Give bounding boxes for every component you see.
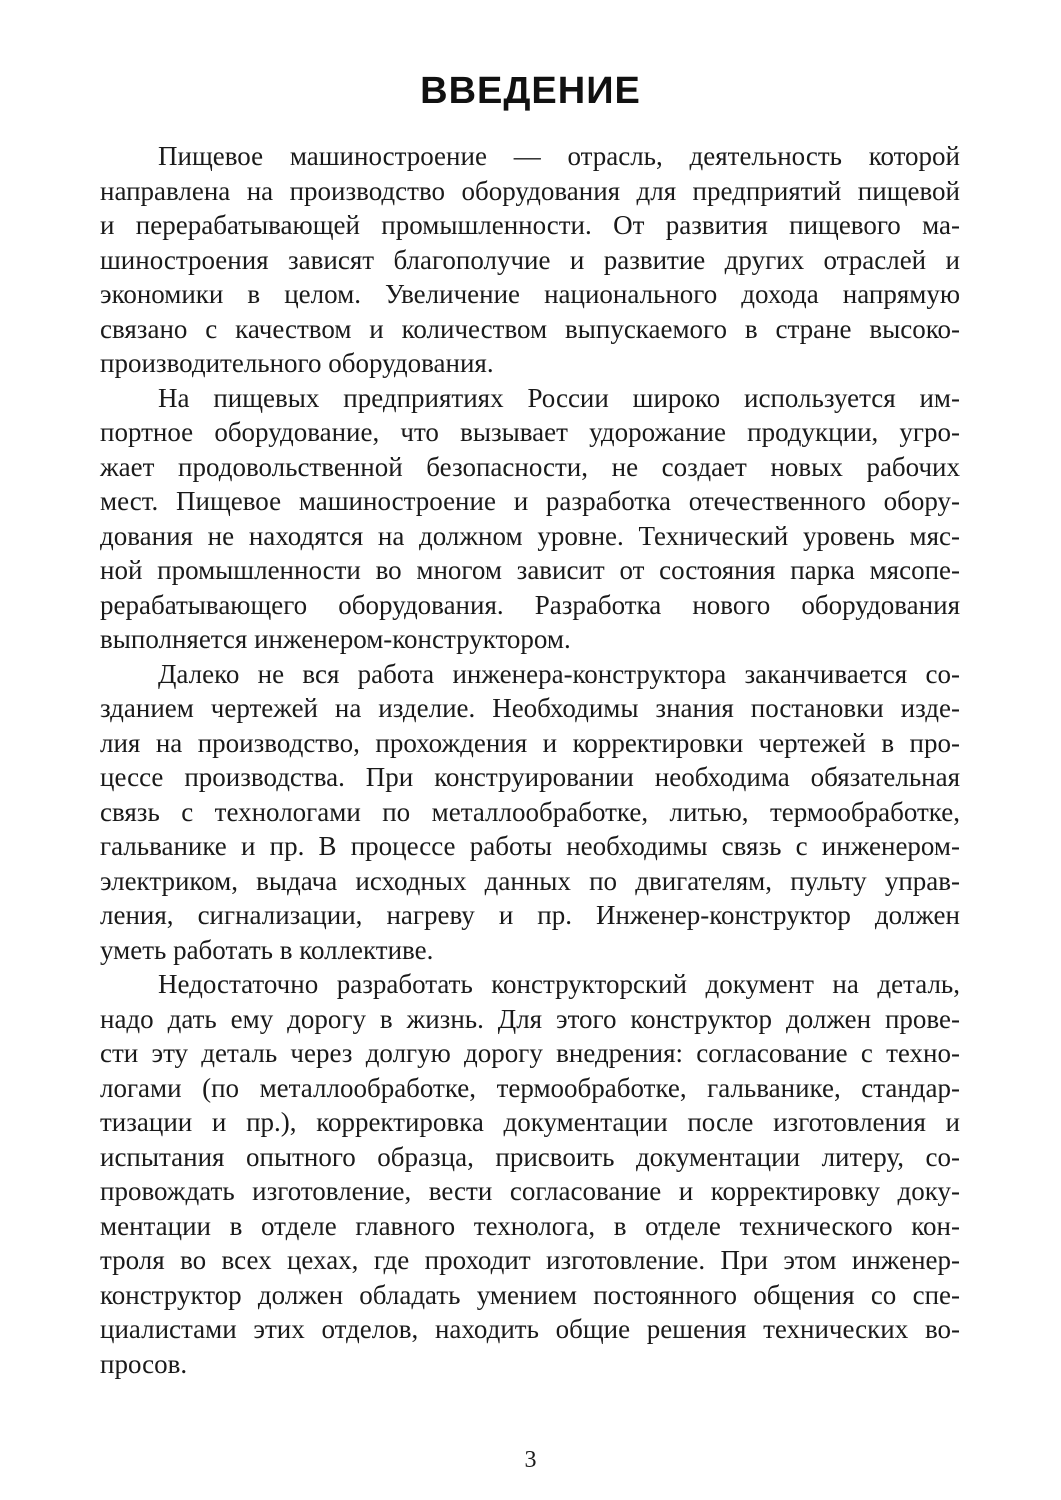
text-line: сти эту деталь через долгую дорогу внедрения: согласование с техно- xyxy=(100,1038,960,1068)
text-line: связь с технологами по металлообработке, литью, термообработке, xyxy=(100,796,960,827)
text-line: Далеко не вся работа инженера-конструктора заканчивается со- xyxy=(158,658,960,689)
text-line: зданием чертежей на изделие. Необходимы знания постановки изде- xyxy=(100,693,960,723)
text-line: Недостаточно разработать конструкторский документ на деталь, xyxy=(158,969,960,999)
text-line: рерабатывающего оборудования. Разработка нового оборудования xyxy=(100,589,960,620)
body-text xyxy=(100,139,960,1381)
page-title: ВВЕДЕНИЕ xyxy=(420,70,641,112)
paragraph-1 xyxy=(100,139,960,381)
text-line: ления, сигнализации, нагреву и пр. Инженер-конструктор должен xyxy=(100,900,960,930)
text-line: тизации и пр.), корректировка документации после изготовления и xyxy=(100,1107,960,1137)
text-line: уметь работать в коллективе. xyxy=(100,934,434,965)
text-line: циалистами этих отделов, находить общие решения технических во- xyxy=(100,1314,960,1344)
text-line: просов. xyxy=(100,1348,188,1379)
text-line: логами (по металлообработке, термообработке, гальванике, стандар- xyxy=(100,1072,960,1103)
paragraph-3 xyxy=(100,657,960,968)
text-line: производительного оборудования. xyxy=(100,348,494,378)
text-line: На пищевых предприятиях России широко используется им- xyxy=(158,382,960,413)
text-line: портное оборудование, что вызывает удорожание продукции, угро- xyxy=(100,417,960,447)
text-line: и перерабатывающей промышленности. От развития пищевого ма- xyxy=(100,210,960,240)
text-line: провождать изготовление, вести согласование и корректировку доку- xyxy=(100,1176,960,1206)
text-line: жает продовольственной безопасности, не создает новых рабочих xyxy=(100,451,960,482)
text-line: выполняется инженером-конструктором. xyxy=(100,624,571,654)
text-line: лия на производство, прохождения и корректировки чертежей в про- xyxy=(100,727,960,758)
text-line: электриком, выдача исходных данных по двигателям, пульту управ- xyxy=(100,865,960,896)
text-line: связано с качеством и количеством выпускаемого в стране высоко- xyxy=(100,313,960,344)
text-line: ной промышленности во многом зависит от состояния парка мясопе- xyxy=(100,555,960,585)
text-line: цессе производства. При конструировании необходима обязательная xyxy=(100,762,960,792)
page-number: 3 xyxy=(524,1447,537,1473)
paragraph-2 xyxy=(100,381,960,657)
text-line: гальванике и пр. В процессе работы необходимы связь с инженером- xyxy=(100,831,960,861)
paragraph-4 xyxy=(100,967,960,1381)
text-line: дования не находятся на должном уровне. Технический уровень мяс- xyxy=(100,520,960,551)
text-line: конструктор должен обладать умением постоянного общения со спе- xyxy=(100,1279,960,1310)
text-line: испытания опытного образца, присвоить документации литеру, со- xyxy=(100,1141,960,1172)
text-line: направлена на производство оборудования для предприятий пищевой xyxy=(100,175,960,206)
text-line: шиностроения зависят благополучие и развитие других отраслей и xyxy=(100,244,960,275)
text-line: ментации в отделе главного технолога, в отделе технического кон- xyxy=(100,1210,960,1241)
text-line: надо дать ему дорогу в жизнь. Для этого конструктор должен прове- xyxy=(100,1003,960,1034)
text-line: мест. Пищевое машиностроение и разработка отечественного обору- xyxy=(100,486,960,516)
text-line: экономики в целом. Увеличение национального дохода напрямую xyxy=(100,279,960,309)
text-line: Пищевое машиностроение — отрасль, деятельность которой xyxy=(158,141,960,171)
text-line: троля во всех цехах, где проходит изготовление. При этом инженер- xyxy=(100,1245,960,1275)
